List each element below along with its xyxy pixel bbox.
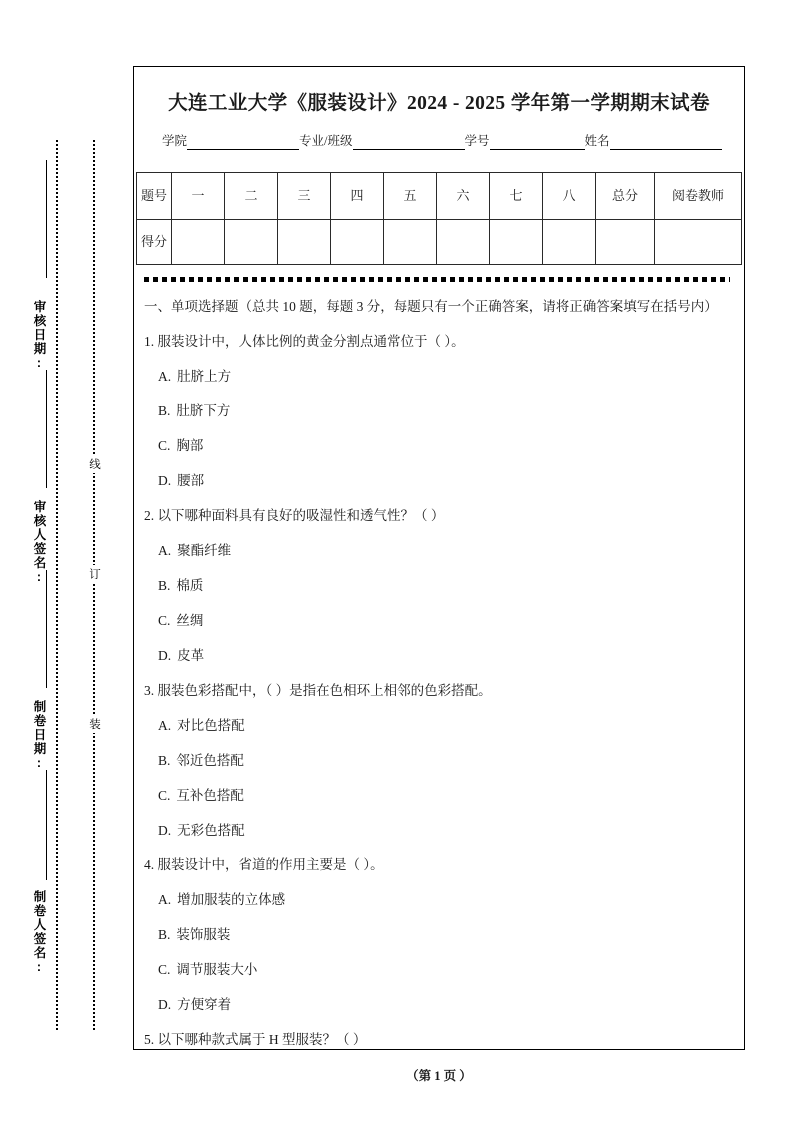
question-2-option-d[interactable] — [158, 646, 726, 667]
exam-page-frame — [133, 66, 745, 1050]
option-letter: B. — [158, 578, 171, 594]
option-letter: D. — [158, 822, 172, 838]
option-text: 对比色搭配 — [177, 717, 245, 733]
reviewer-signature-label: 审核人签名: — [32, 500, 46, 586]
exam-content — [144, 296, 726, 1051]
option-text: 肚脐下方 — [176, 403, 231, 419]
question-col-8: 八 — [543, 173, 596, 220]
grader-cell[interactable] — [655, 220, 742, 265]
option-letter: D. — [158, 473, 172, 489]
question-4-option-d[interactable] — [158, 995, 726, 1016]
left-margin-area — [0, 0, 133, 1122]
score-cell-4[interactable] — [331, 220, 384, 265]
college-input[interactable] — [187, 135, 299, 150]
option-letter: C. — [158, 438, 171, 454]
score-cell-1[interactable] — [172, 220, 225, 265]
question-col-5: 五 — [384, 173, 437, 220]
question-1-option-d[interactable] — [158, 471, 726, 492]
name-input[interactable] — [610, 135, 722, 150]
option-text: 聚酯纤维 — [177, 543, 232, 559]
review-date-label: 审核日期: — [32, 300, 46, 372]
margin-rule-1 — [46, 160, 47, 278]
question-2-option-c[interactable] — [158, 611, 726, 632]
score-cell-8[interactable] — [543, 220, 596, 265]
option-letter: A. — [158, 368, 172, 384]
question-col-2: 二 — [225, 173, 278, 220]
question-4-option-b[interactable] — [158, 925, 726, 946]
option-text: 方便穿着 — [177, 997, 232, 1013]
binder-mark-line: 线 — [84, 455, 102, 473]
option-text: 丝绸 — [176, 612, 204, 628]
option-text: 棉质 — [176, 578, 204, 594]
binding-dotted-line-inner — [56, 140, 58, 1030]
binder-mark-staple: 订 — [84, 565, 102, 583]
question-col-4: 四 — [331, 173, 384, 220]
score-cell-6[interactable] — [437, 220, 490, 265]
option-text: 邻近色搭配 — [176, 752, 244, 768]
option-letter: C. — [158, 787, 171, 803]
option-letter: A. — [158, 892, 172, 908]
question-4-option-c[interactable] — [158, 960, 726, 981]
score-cell-2[interactable] — [225, 220, 278, 265]
page-footer: （第 1 页 ） — [406, 1069, 472, 1083]
question-2-option-b[interactable] — [158, 576, 726, 597]
option-text: 胸部 — [176, 438, 204, 454]
score-row-label: 得分 — [137, 220, 172, 265]
paper-author-signature-label: 制卷人签名: — [32, 890, 46, 976]
binding-dotted-line-outer — [93, 140, 95, 1030]
question-3-option-c[interactable] — [158, 786, 726, 807]
class-input[interactable] — [353, 135, 465, 150]
score-table — [136, 172, 742, 265]
section-separator — [144, 277, 730, 282]
total-score-cell[interactable] — [596, 220, 655, 265]
question-3-text: 3. 服装色彩搭配中，（ ）是指在色相环上相邻的色彩搭配。 — [144, 682, 492, 698]
option-letter: A. — [158, 717, 172, 733]
option-letter: D. — [158, 997, 172, 1013]
question-3-option-d[interactable] — [158, 821, 726, 842]
question-1-option-c[interactable] — [158, 436, 726, 457]
question-2-text: 2. 以下哪种面料具有良好的吸湿性和透气性？（ ） — [144, 508, 445, 524]
name-field[interactable] — [585, 131, 722, 150]
margin-rule-2 — [46, 370, 47, 488]
total-score-label: 总分 — [596, 173, 655, 220]
option-text: 肚脐上方 — [177, 368, 232, 384]
question-col-3: 三 — [278, 173, 331, 220]
score-table-value-row — [137, 220, 742, 265]
question-3-option-a[interactable] — [158, 716, 726, 737]
paper-date-label: 制卷日期: — [32, 700, 46, 772]
question-1-option-b[interactable] — [158, 401, 726, 422]
question-2-option-a[interactable] — [158, 541, 726, 562]
score-cell-7[interactable] — [490, 220, 543, 265]
option-letter: C. — [158, 962, 171, 978]
score-cell-3[interactable] — [278, 220, 331, 265]
grader-label: 阅卷教师 — [655, 173, 742, 220]
option-text: 无彩色搭配 — [177, 822, 245, 838]
option-letter: B. — [158, 403, 171, 419]
question-col-7: 七 — [490, 173, 543, 220]
college-field[interactable] — [162, 131, 299, 150]
option-letter: D. — [158, 647, 172, 663]
student-id-input[interactable] — [490, 135, 585, 150]
option-letter: B. — [158, 752, 171, 768]
option-text: 皮革 — [177, 647, 205, 663]
option-text: 互补色搭配 — [176, 787, 244, 803]
question-4-text: 4. 服装设计中，省道的作用主要是（ ）。 — [144, 857, 384, 873]
question-number-row-label: 题号 — [137, 173, 172, 220]
option-text: 装饰服装 — [176, 927, 231, 943]
student-id-label: 学号 — [464, 134, 490, 148]
question-4-option-a[interactable] — [158, 890, 726, 911]
name-label: 姓名 — [584, 134, 610, 148]
binder-mark-bind: 装 — [84, 715, 102, 733]
question-1-option-a[interactable] — [158, 367, 726, 388]
option-text: 调节服装大小 — [176, 962, 258, 978]
margin-rule-4 — [46, 770, 47, 880]
option-letter: C. — [158, 612, 171, 628]
question-5-text: 5. 以下哪种款式属于 H 型服装？（ ） — [144, 1032, 367, 1048]
class-label: 专业/班级 — [299, 134, 353, 148]
question-col-6: 六 — [437, 173, 490, 220]
option-letter: A. — [158, 543, 172, 559]
question-3-option-b[interactable] — [158, 751, 726, 772]
question-col-1: 一 — [172, 173, 225, 220]
student-id-field[interactable] — [465, 131, 585, 150]
option-text: 腰部 — [177, 473, 205, 489]
question-1-text: 1. 服装设计中，人体比例的黄金分割点通常位于（ ）。 — [144, 333, 465, 349]
college-label: 学院 — [162, 134, 188, 148]
score-table-header-row — [137, 173, 742, 220]
section-heading-1: 一、单项选择题（总共 10 题，每题 3 分，每题只有一个正确答案，请将正确答案填写在括号内） — [144, 299, 718, 314]
student-info-line — [162, 131, 726, 150]
option-text: 增加服装的立体感 — [177, 892, 286, 908]
score-cell-5[interactable] — [384, 220, 437, 265]
page-title: 大连工业大学《服装设计》2024 - 2025 学年第一学期期末试卷 — [168, 93, 710, 114]
option-letter: B. — [158, 927, 171, 943]
class-field[interactable] — [299, 131, 464, 150]
margin-rule-3 — [46, 570, 47, 688]
